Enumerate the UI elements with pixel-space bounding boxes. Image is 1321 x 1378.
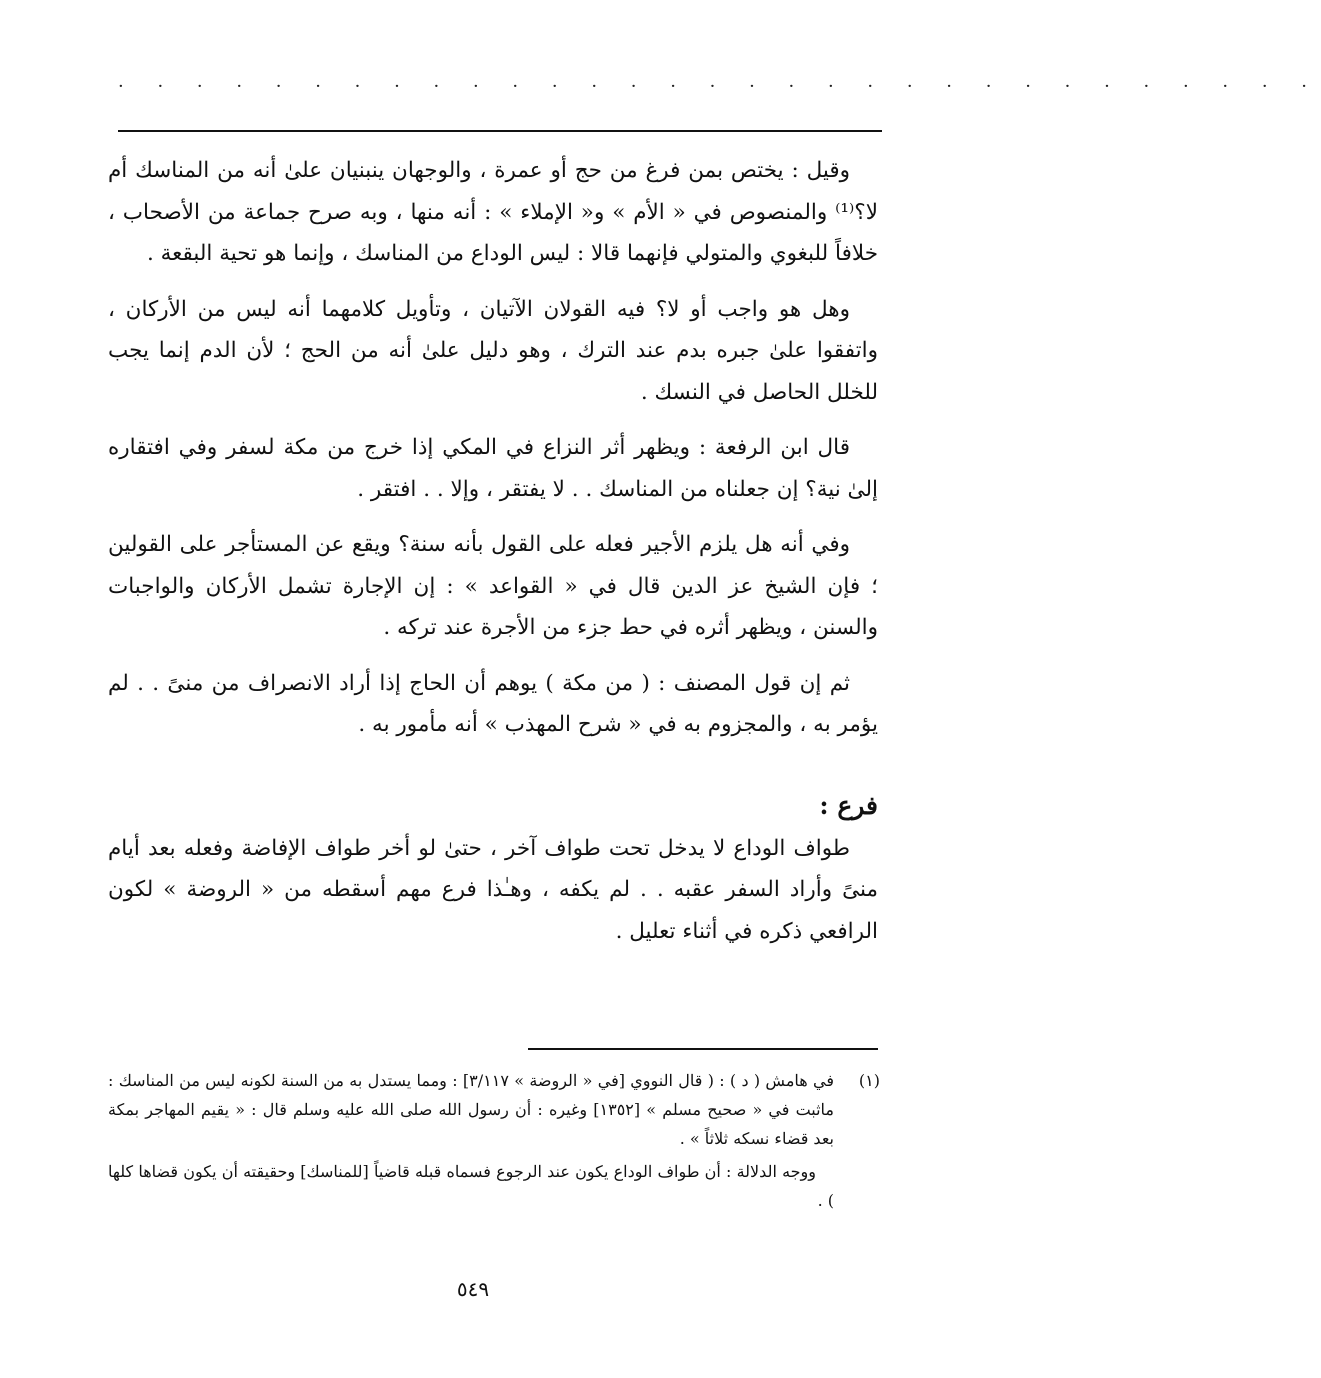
header-rule <box>118 130 882 132</box>
paragraph: وهل هو واجب أو لا؟ فيه القولان الآتيان ، وتأويل كلامهما أنه ليس من الأركان ، واتفقوا علىٰ جبره بدم عند الترك ، وهو دليل علىٰ أنه من الحج ؛ لأن الدم إنما يجب للخلل الحاصل في النسك . <box>108 296 878 405</box>
footnotes <box>108 1066 880 1215</box>
footnote <box>108 1066 880 1153</box>
paragraph: وفي أنه هل يلزم الأجير فعله على القول بأنه سنة؟ ويقع عن المستأجر على القولين ؛ فإن الشيخ عز الدين قال في « القواعد » : إن الإجارة تشمل الأركان والواجبات والسنن ، ويظهر أثره في حط جزء من الأجرة عند تركه . <box>108 532 878 640</box>
paragraph: وقيل : يختص بمن فرغ من حج أو عمرة ، والوجهان ينبنيان علىٰ أنه من المناسك أم لا؟⁽¹⁾ والمنصوص في « الأم » و« الإملاء » : أنه منها ، وبه صرح جماعة من الأصحاب ، خلافاً للبغوي والمتولي فإنهما قالا : ليس الوداع من المناسك ، وإنما هو تحية البقعة . <box>108 158 878 266</box>
footnote-continuation: ووجه الدلالة : أن طواف الوداع يكون عند الرجوع فسماه قبله قاضياً [للمناسك] وحقيقته أن يكون قضاها كلها ) . <box>108 1162 834 1210</box>
section-paragraph: طواف الوداع لا يدخل تحت طواف آخر ، حتىٰ لو أخر طواف الإفاضة وفعله بعد أيام منىً وأراد السفر عقبه . . لم يكفه ، وهـٰذا فرع مهم أسقطه من « الروضة » لكون الرافعي ذكره في أثناء تعليل . <box>108 835 878 944</box>
subsection <box>108 786 878 953</box>
page-number: ٥٤٩ <box>456 1277 490 1301</box>
footnote-text: في هامش ( د ) : ( قال النووي [في « الروضة » ٣/١١٧] : ومما يستدل به من السنة لكونه ليس من المناسك : ماثبت في « صحيح مسلم » [١٣٥٢] وغيره : أن رسول الله صلى الله عليه وسلم قال : « يقيم المهاجر بمكة بعد قضاء نسكه ثلاثاً » . <box>108 1071 835 1148</box>
footnote-number: (١) <box>858 1071 880 1090</box>
paragraph: ثم إن قول المصنف : ( من مكة ) يوهم أن الحاج إذا أراد الانصراف من منىً . . لم يؤمر به ، والمجزوم به في « شرح المهذب » أنه مأمور به . <box>108 670 878 737</box>
section-heading: فرع : <box>819 790 878 820</box>
footnote-separator <box>528 1048 878 1050</box>
header-dotted-line: · · · · · · · · · · · · · · · · · · · · · · · · · · · · · · · <box>118 76 1321 97</box>
paragraph: قال ابن الرفعة : ويظهر أثر النزاع في المكي إذا خرج من مكة لسفر وفي افتقاره إلىٰ نية؟ إن جعلناه من المناسك . . لا يفتقر ، وإلا . . افتقر . <box>108 435 878 502</box>
main-text <box>108 150 878 966</box>
